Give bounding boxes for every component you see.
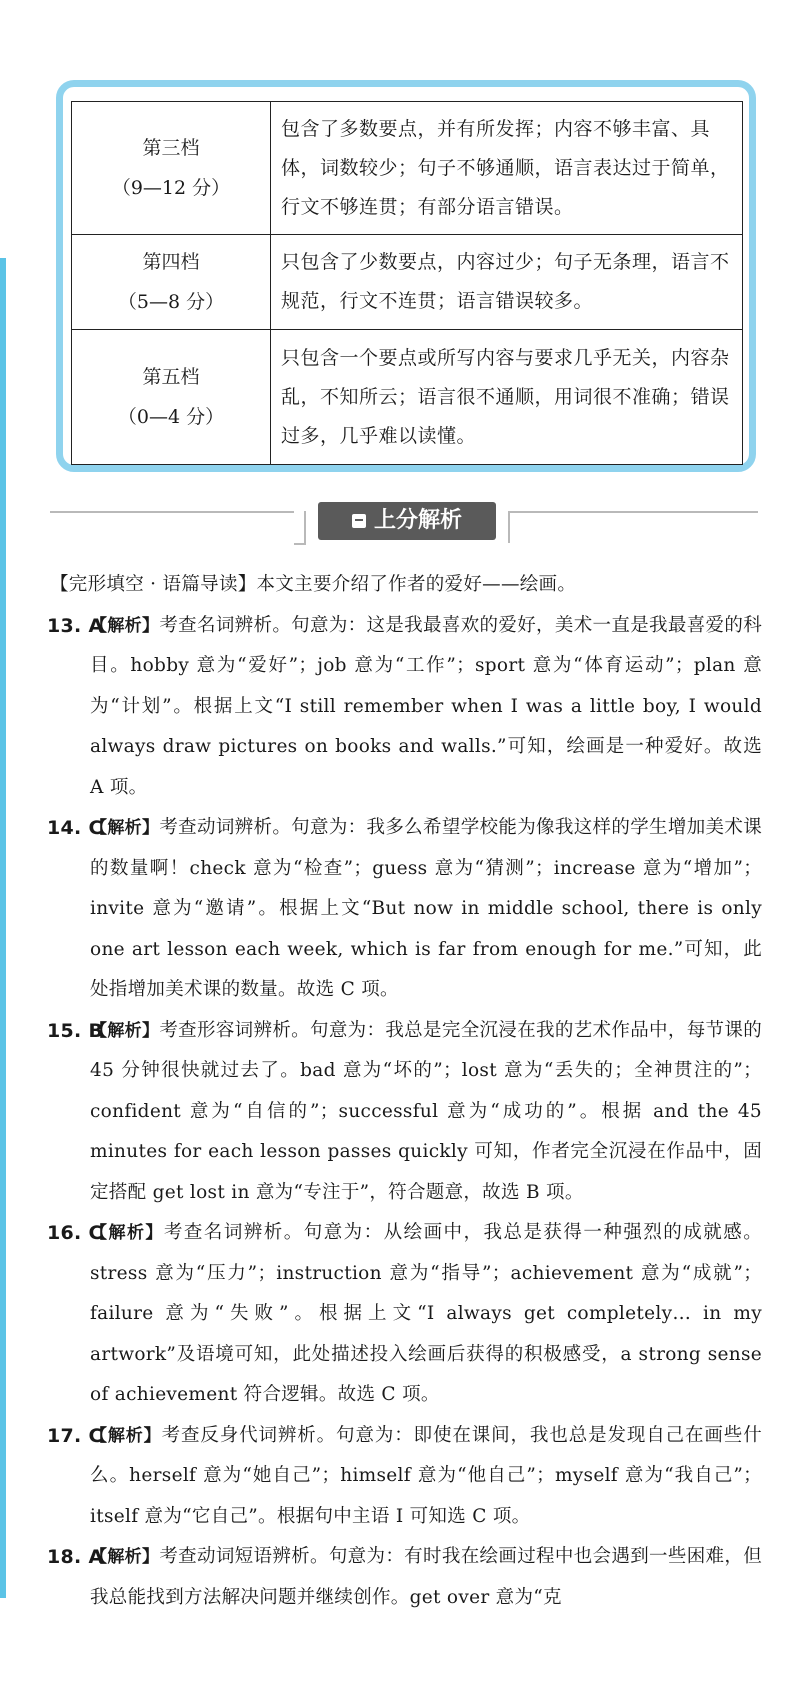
analysis-tag: 【解析】	[90, 818, 160, 838]
rubric-row	[72, 330, 743, 465]
rubric-level-cell	[72, 235, 271, 330]
intro-text: 本文主要介绍了作者的爱好——绘画。	[256, 574, 577, 595]
rubric-level-cell	[72, 330, 271, 465]
rubric-level: 第五档	[142, 366, 200, 388]
rubric-row	[72, 235, 743, 330]
analysis-content	[47, 565, 762, 1618]
answer-number: 14. C	[47, 817, 103, 839]
answer-item	[47, 808, 762, 1011]
rubric-row	[72, 102, 743, 235]
analysis-text: 考查名词辨析。句意为：从绘画中，我总是获得一种强烈的成就感。stress 意为“压力”；instruction 意为“指导”；achievement 意为“成就”；failure 意为“失败”。根据上文“I always get completely… in my artwork”及语境可知，此处描述投入绘画后获得的积极感受，a strong sense of achievement 符合逻辑。故选 C 项。	[90, 1222, 762, 1405]
answer-item	[47, 1011, 762, 1214]
section-header	[50, 502, 760, 548]
analysis-tag: 【解析】	[90, 1547, 160, 1567]
answer-item	[47, 606, 762, 809]
intro-tag: 【完形填空 · 语篇导读】	[50, 574, 257, 595]
analysis-text: 考查动词辨析。句意为：我多么希望学校能为像我这样的学生增加美术课的数量啊！check 意为“检查”；guess 意为“猜测”；increase 意为“增加”；invite 意为“邀请”。根据上文“But now in middle school, there is only one art lesson each week, which is far from enough for me.”可知，此处指增加美术课的数量。故选 C 项。	[90, 817, 762, 1000]
answer-number: 16. C	[47, 1222, 103, 1244]
answer-number: 18. A	[47, 1546, 104, 1568]
divider	[508, 511, 520, 543]
rubric-level: 第三档	[142, 137, 200, 159]
page-edge-bar	[0, 258, 6, 1598]
section-title: 上分解析	[373, 508, 462, 533]
analysis-text: 考查反身代词辨析。句意为：即使在课间，我也总是发现自己在画些什么。herself 意为“她自己”；himself 意为“他自己”；myself 意为“我自己”；itself 意为“它自己”。根据句中主语 I 可知选 C 项。	[90, 1424, 762, 1527]
answer-number: 13. A	[47, 614, 104, 637]
analysis-tag: 【解析】	[90, 1223, 164, 1243]
rubric-range: （0—4 分）	[117, 406, 225, 428]
book-icon	[352, 514, 366, 528]
rubric-description: 只包含了少数要点，内容过少；句子无条理，语言不规范，行文不连贯；语言错误较多。	[271, 235, 743, 330]
answer-number: 17. C	[47, 1424, 103, 1447]
divider	[50, 511, 294, 513]
rubric-level-cell	[72, 102, 271, 235]
analysis-tag: 【解析】	[90, 615, 160, 636]
rubric-description: 包含了多数要点，并有所发挥；内容不够丰富、具体，词数较少；句子不够通顺，语言表达过于简单，行文不够连贯；有部分语言错误。	[271, 102, 743, 235]
divider	[294, 511, 306, 545]
rubric-range: （9—12 分）	[111, 177, 231, 199]
analysis-tag: 【解析】	[90, 1020, 160, 1041]
answer-item	[47, 1416, 762, 1538]
rubric-range: （5—8 分）	[117, 291, 225, 313]
analysis-text: 考查动词短语辨析。句意为：有时我在绘画过程中也会遇到一些困难，但我总能找到方法解决问题并继续创作。get over 意为“克	[90, 1546, 762, 1608]
analysis-text: 考查形容词辨析。句意为：我总是完全沉浸在我的艺术作品中，每节课的 45 分钟很快就过去了。bad 意为“坏的”；lost 意为“丢失的；全神贯注的”；confident 意为“自信的”；successful 意为“成功的”。根据 and the 45 minutes for each lesson passes quickly 可知，作者完全沉浸在作品中，固定搭配 get lost in 意为“专注于”，符合题意，故选 B 项。	[90, 1019, 762, 1203]
divider	[508, 511, 758, 513]
rubric-level: 第四档	[142, 251, 200, 273]
rubric-description: 只包含一个要点或所写内容与要求几乎无关，内容杂乱，不知所云；语言很不通顺，用词很不准确；错误过多，几乎难以读懂。	[271, 330, 743, 465]
passage-intro	[50, 565, 762, 606]
answer-item	[47, 1537, 762, 1618]
rubric-table	[71, 101, 743, 465]
section-title-pill	[318, 502, 496, 540]
answer-item	[47, 1213, 762, 1416]
answer-number: 15. B	[47, 1019, 104, 1042]
analysis-text: 考查名词辨析。句意为：这是我最喜欢的爱好，美术一直是我最喜爱的科目。hobby 意为“爱好”；job 意为“工作”；sport 意为“体育运动”；plan 意为“计划”。根据上文“I still remember when I was a little boy, I would always draw pictures on books and walls.”可知，绘画是一种爱好。故选 A 项。	[90, 614, 762, 798]
analysis-tag: 【解析】	[90, 1425, 162, 1446]
